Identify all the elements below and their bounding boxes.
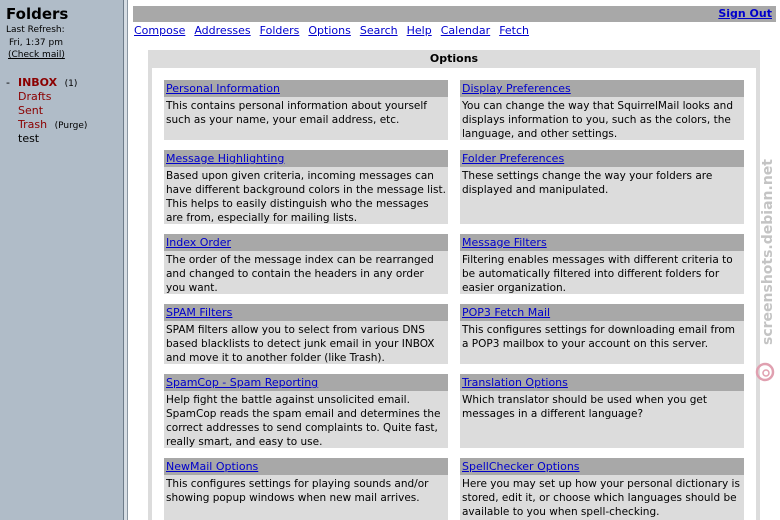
watermark bbox=[752, 140, 780, 390]
folder-test[interactable] bbox=[6, 132, 39, 145]
options-panel bbox=[148, 50, 760, 520]
option-description: Here you may set up how your personal dictionary is stored, edit it, or choose which languages should be available to you when spell-checking. bbox=[462, 478, 740, 518]
option-link[interactable]: Folder Preferences bbox=[462, 152, 565, 165]
options-title: Options bbox=[429, 52, 479, 65]
option-description: This contains personal information about yourself such as your name, your email address, etc. bbox=[166, 100, 427, 126]
nav-help[interactable]: Help bbox=[406, 24, 432, 37]
option-link[interactable]: NewMail Options bbox=[166, 460, 259, 473]
option-spellchecker-options bbox=[460, 458, 744, 520]
option-description: This configures settings for downloading email from a POP3 mailbox to your account on this server. bbox=[462, 324, 735, 350]
option-link[interactable]: POP3 Fetch Mail bbox=[462, 306, 551, 319]
last-refresh-time: Fri, 1:37 pm bbox=[9, 38, 63, 48]
nav-folders[interactable]: Folders bbox=[259, 24, 300, 37]
folder-trash[interactable] bbox=[6, 118, 87, 131]
option-translation-options bbox=[460, 374, 744, 448]
folder-name[interactable]: Trash bbox=[18, 118, 48, 131]
folders-title: Folders bbox=[6, 5, 69, 23]
option-link[interactable]: Display Preferences bbox=[462, 82, 571, 95]
option-message-filters bbox=[460, 234, 744, 294]
unread-count: (1) bbox=[64, 79, 78, 89]
option-link[interactable]: Translation Options bbox=[462, 376, 568, 389]
option-link[interactable]: SpellChecker Options bbox=[462, 460, 580, 473]
nav-search[interactable]: Search bbox=[359, 24, 398, 37]
nav-calendar[interactable]: Calendar bbox=[440, 24, 491, 37]
collapse-toggle[interactable]: - bbox=[6, 76, 10, 89]
option-display-preferences bbox=[460, 80, 744, 140]
option-link[interactable]: Index Order bbox=[166, 236, 232, 249]
folder-drafts[interactable] bbox=[6, 90, 51, 103]
options-grid bbox=[152, 68, 756, 520]
top-bar bbox=[133, 6, 776, 22]
option-description: Based upon given criteria, incoming messages can have different background colors in the message list. This helps to easily distinguish who the messages are from, especially for mailing lists. bbox=[166, 170, 446, 224]
option-description: You can change the way that SquirrelMail looks and displays information to you, such as the colors, the language, and other settings. bbox=[462, 100, 733, 140]
folder-name[interactable]: test bbox=[18, 132, 40, 145]
main-frame bbox=[130, 0, 780, 520]
option-link[interactable]: Message Highlighting bbox=[166, 152, 285, 165]
option-description: Which translator should be used when you get messages in a different language? bbox=[462, 394, 708, 420]
folder-name[interactable]: Drafts bbox=[18, 90, 52, 103]
frame-divider[interactable] bbox=[124, 0, 128, 520]
option-link[interactable]: SpamCop - Spam Reporting bbox=[166, 376, 319, 389]
folder-name[interactable]: Sent bbox=[18, 104, 44, 117]
sign-out-link[interactable]: Sign Out bbox=[718, 7, 772, 20]
option-index-order bbox=[164, 234, 448, 294]
option-description: SPAM filters allow you to select from various DNS based blacklists to detect junk email in your INBOX and move it to another folder (like Trash). bbox=[166, 324, 435, 364]
last-refresh-label: Last Refresh: bbox=[6, 25, 65, 35]
debian-swirl-icon bbox=[757, 364, 773, 380]
option-newmail-options bbox=[164, 458, 448, 520]
watermark-text: screenshots.debian.net bbox=[760, 159, 776, 345]
option-description: This configures settings for playing sounds and/or showing popup windows when new mail arrives. bbox=[166, 478, 429, 504]
purge-link[interactable]: (Purge) bbox=[54, 121, 88, 131]
nav-compose[interactable]: Compose bbox=[134, 24, 186, 37]
option-pop3-fetch-mail bbox=[460, 304, 744, 364]
option-spam-filters bbox=[164, 304, 448, 364]
nav-menu bbox=[134, 24, 538, 38]
nav-options[interactable]: Options bbox=[308, 24, 351, 37]
option-link[interactable]: Personal Information bbox=[166, 82, 280, 95]
folder-inbox[interactable] bbox=[6, 76, 77, 89]
option-description: Help fight the battle against unsolicited email. SpamCop reads the spam email and determines the correct addresses to send complaints to. Quite fast, really smart, and easy to use. bbox=[166, 394, 441, 448]
option-folder-preferences bbox=[460, 150, 744, 224]
folder-sidebar bbox=[0, 0, 124, 520]
check-mail-link[interactable]: (Check mail) bbox=[8, 50, 65, 60]
folder-name[interactable]: INBOX bbox=[18, 76, 58, 89]
option-link[interactable]: SPAM Filters bbox=[166, 306, 233, 319]
nav-addresses[interactable]: Addresses bbox=[194, 24, 251, 37]
option-spamcop bbox=[164, 374, 448, 448]
option-description: The order of the message index can be rearranged and changed to contain the headers in any order you want. bbox=[166, 254, 434, 294]
option-personal-information bbox=[164, 80, 448, 140]
option-description: These settings change the way your folders are displayed and manipulated. bbox=[462, 170, 713, 196]
option-description: Filtering enables messages with different criteria to be automatically filtered into different folders for easier organization. bbox=[462, 254, 733, 294]
nav-fetch[interactable]: Fetch bbox=[499, 24, 530, 37]
option-message-highlighting bbox=[164, 150, 448, 224]
folder-sent[interactable] bbox=[6, 104, 43, 117]
option-link[interactable]: Message Filters bbox=[462, 236, 547, 249]
